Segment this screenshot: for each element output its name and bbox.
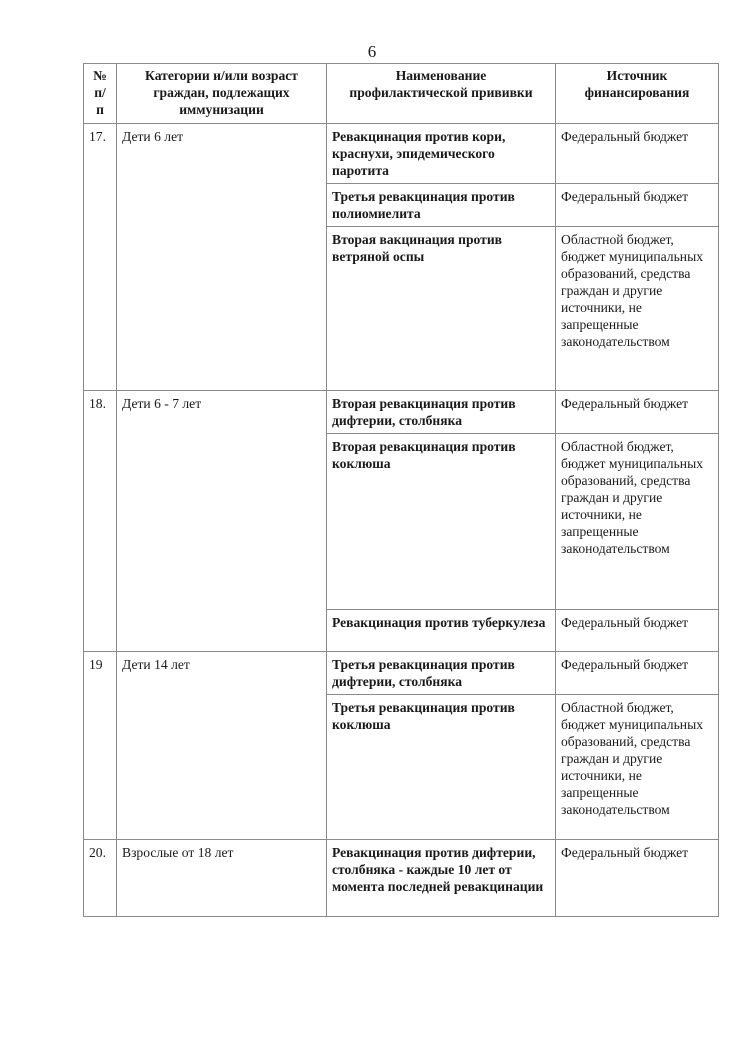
- header-category-line: граждан, подлежащих: [153, 85, 290, 100]
- header-vaccination: [327, 64, 556, 124]
- vaccination-name: Ревакцинация против туберкулеза: [327, 610, 556, 652]
- funding-source: Областной бюджет, бюджет муниципальных образований, средства граждан и другие источники, не запрещенные законодательством: [556, 695, 719, 840]
- table-row: [84, 840, 719, 917]
- vaccination-name: Третья ревакцинация против полиомиелита: [327, 184, 556, 227]
- row-category: Дети 6 лет: [117, 124, 327, 391]
- header-category-line: Категории и/или возраст: [145, 68, 298, 83]
- header-funding-line: Источник: [606, 68, 668, 83]
- header-num: [84, 64, 117, 124]
- vaccination-name: Вторая ревакцинация против дифтерии, столбняка: [327, 391, 556, 434]
- funding-source: Федеральный бюджет: [556, 652, 719, 695]
- header-category: [117, 64, 327, 124]
- funding-source: Областной бюджет, бюджет муниципальных образований, средства граждан и другие источники, не запрещенные законодательством: [556, 434, 719, 610]
- header-num-line: №: [93, 68, 107, 83]
- header-category-line: иммунизации: [179, 102, 264, 117]
- table-row: [84, 652, 719, 695]
- row-category: Дети 6 - 7 лет: [117, 391, 327, 652]
- header-funding: [556, 64, 719, 124]
- vaccination-schedule-table: [83, 63, 719, 917]
- header-vaccination-line: Наименование: [395, 68, 487, 83]
- funding-source: Федеральный бюджет: [556, 391, 719, 434]
- vaccination-name: Третья ревакцинация против дифтерии, столбняка: [327, 652, 556, 695]
- funding-source: Федеральный бюджет: [556, 840, 719, 917]
- vaccination-name: Вторая вакцинация против ветряной оспы: [327, 227, 556, 391]
- table-header-row: [84, 64, 719, 124]
- header-funding-line: финансирования: [584, 85, 690, 100]
- row-category: Дети 14 лет: [117, 652, 327, 840]
- row-number: 19: [84, 652, 117, 840]
- row-number: 20.: [84, 840, 117, 917]
- row-number: 18.: [84, 391, 117, 652]
- vaccination-name: Вторая ревакцинация против коклюша: [327, 434, 556, 610]
- page-number: 6: [367, 42, 377, 61]
- table-row: [84, 391, 719, 434]
- row-number: 17.: [84, 124, 117, 391]
- table-row: [84, 124, 719, 184]
- vaccination-name: Третья ревакцинация против коклюша: [327, 695, 556, 840]
- funding-source: Областной бюджет, бюджет муниципальных образований, средства граждан и другие источники, не запрещенные законодательством: [556, 227, 719, 391]
- header-num-line: п/: [94, 85, 106, 100]
- row-category: Взрослые от 18 лет: [117, 840, 327, 917]
- header-vaccination-line: профилактической прививки: [349, 85, 533, 100]
- header-num-line: п: [96, 102, 104, 117]
- vaccination-name: Ревакцинация против кори, краснухи, эпидемического паротита: [327, 124, 556, 184]
- funding-source: Федеральный бюджет: [556, 184, 719, 227]
- funding-source: Федеральный бюджет: [556, 124, 719, 184]
- vaccination-name: Ревакцинация против дифтерии, столбняка - каждые 10 лет от момента последней ревакцинации: [327, 840, 556, 917]
- funding-source: Федеральный бюджет: [556, 610, 719, 652]
